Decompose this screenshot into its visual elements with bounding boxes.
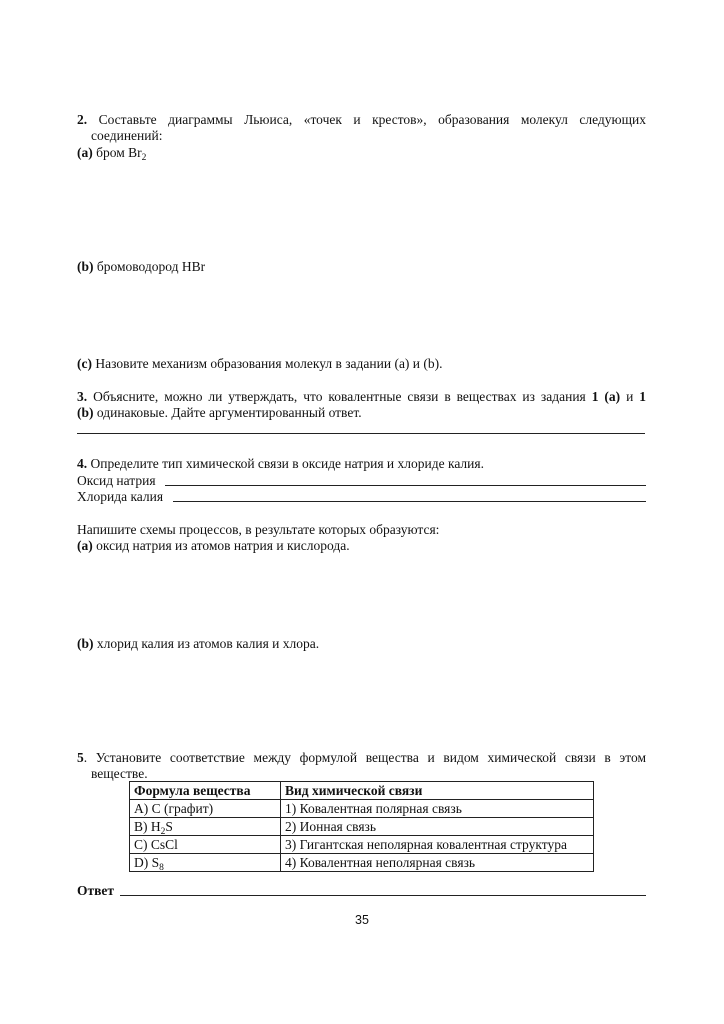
q4-field-sodium-oxide-label: Оксид натрия — [77, 473, 156, 488]
matching-table — [129, 781, 594, 872]
formula-cell: D) $S_8$ — [130, 854, 281, 872]
q4-field-sodium-oxide-line[interactable] — [165, 485, 646, 486]
q4-item-b: (b) хлорид калия из атомов калия и хлора. — [77, 636, 320, 651]
table-header-bond-type: Вид химической связи — [281, 782, 594, 800]
table-row — [130, 800, 594, 818]
formula-cell: C) CsCl — [130, 836, 281, 854]
table-row — [130, 836, 594, 854]
q2-number: 2. — [77, 112, 88, 127]
table-header-formula: Формула вещества — [130, 782, 281, 800]
q2-item-c: (c) Назовите механизм образования молекул в задании (a) и (b). — [77, 356, 443, 371]
q2-line2: соединений: — [91, 128, 163, 143]
q4-schemes-intro: Напишите схемы процессов, в результате которых образуются: — [77, 522, 440, 537]
q3-line1: 3. Объясните, можно ли утверждать, что ковалентные связи в веществах из задания 1 (a) и 1 — [77, 389, 647, 404]
formula-cell: A) C (графит) — [130, 800, 281, 818]
q3-number: 3. — [77, 389, 88, 404]
q4-number: 4. — [77, 456, 88, 471]
q2-line1: 2. Составьте диаграммы Льюиса, «точек и крестов», образования молекул следующих — [77, 112, 647, 127]
q5-number: 5 — [77, 750, 84, 765]
table-row — [130, 818, 594, 836]
q2-item-a: (a) бром $Br_2$ — [77, 145, 147, 163]
q5-line1: 5. Установите соответствие между формулой вещества и видом химической связи в этом — [77, 750, 646, 765]
q4-item-a: (a) оксид натрия из атомов натрия и кислорода. — [77, 538, 350, 553]
formula-cell: B) $H_2S$ — [130, 818, 281, 836]
bond-cell: 3) Гигантская неполярная ковалентная структура — [281, 836, 594, 854]
page-number: 35 — [355, 913, 369, 927]
q4-field-potassium-chloride-line[interactable] — [173, 501, 646, 502]
q5-line2: веществе. — [91, 766, 148, 781]
bond-cell: 4) Ковалентная неполярная связь — [281, 854, 594, 872]
q5-answer-label: Ответ — [77, 883, 115, 898]
q4-field-potassium-chloride-label: Хлорида калия — [77, 489, 164, 504]
bond-cell: 2) Ионная связь — [281, 818, 594, 836]
q5-answer-line[interactable] — [120, 895, 646, 896]
bond-cell: 1) Ковалентная полярная связь — [281, 800, 594, 818]
q3-answer-line[interactable] — [77, 433, 645, 434]
q3-line2: (b) одинаковые. Дайте аргументированный ответ. — [77, 405, 362, 420]
table-header-row — [130, 782, 594, 800]
q2-item-b: (b) бромоводород HBr — [77, 259, 206, 274]
table-row — [130, 854, 594, 872]
q4-line1: 4. Определите тип химической связи в оксиде натрия и хлориде калия. — [77, 456, 484, 471]
